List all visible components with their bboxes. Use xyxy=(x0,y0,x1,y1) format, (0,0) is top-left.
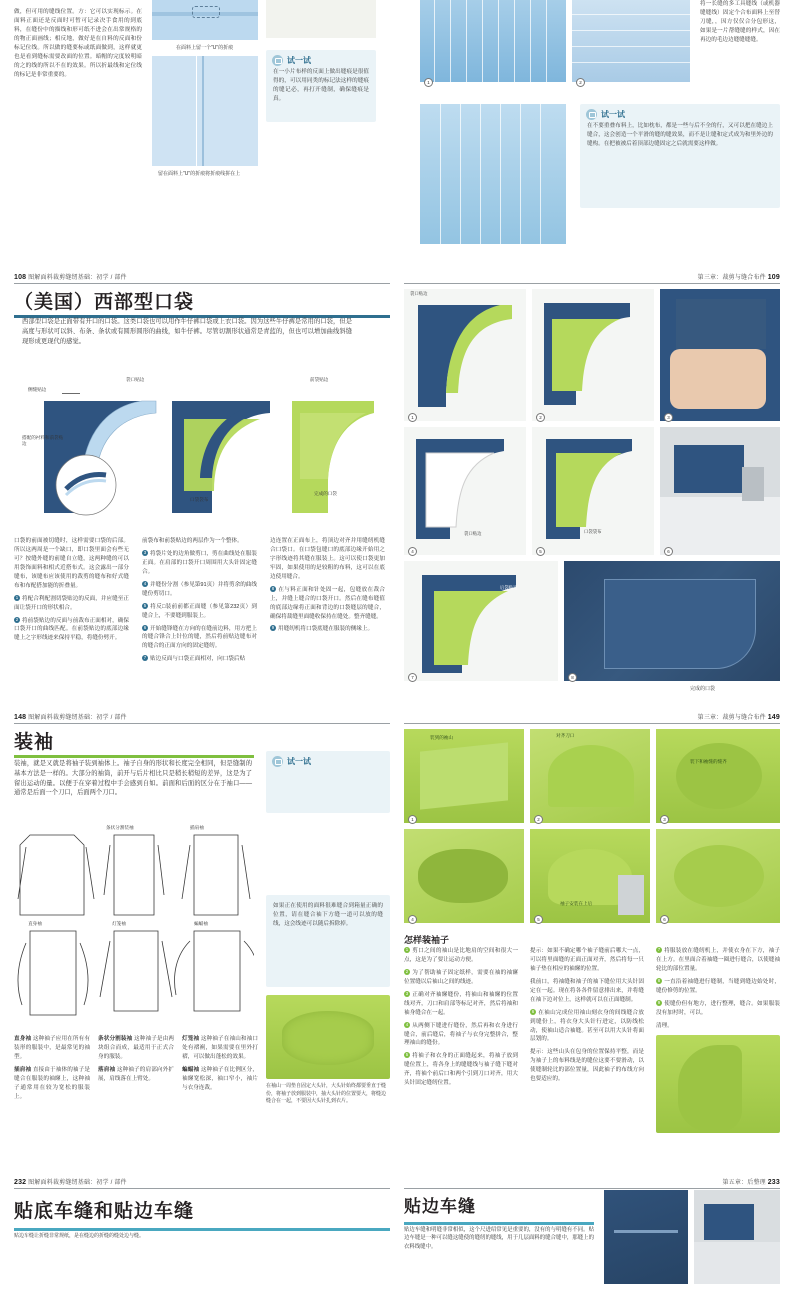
running-head-right: 第五章：后整理 xyxy=(722,1180,766,1186)
step-badge: 3 xyxy=(664,413,673,422)
photo-sewing-hands xyxy=(660,289,780,421)
photo-edgestitch-1 xyxy=(604,1190,688,1284)
photo-pocket-pattern-4 xyxy=(532,427,654,555)
step-badge: 6 xyxy=(664,547,673,556)
note-title: 直身袖 xyxy=(14,1036,32,1042)
page-number-left: 108 xyxy=(14,274,27,281)
page-number-right: 233 xyxy=(767,1179,780,1186)
photo-sleeve-5 xyxy=(530,829,650,923)
page-number-right: 109 xyxy=(767,274,780,281)
running-head-left: 图解面料裁剪缝纫基础：初学 / 部件 xyxy=(28,715,127,721)
step-badge: 3 xyxy=(660,815,669,824)
note-body: 这种袖子在袖山和袖口处有褶裥，如果需要在里外打褶，可以做出蓬松的效果。 xyxy=(182,1036,258,1060)
note-body: 这种袖子在比例区分，袖窿宽松深，袖口窄小，袖片与衣身连裁。 xyxy=(182,1066,258,1091)
sketch-label-5: 蝙蝠袖 xyxy=(194,921,208,926)
pleated-fabric-photo xyxy=(420,0,566,82)
right-col-3: 7 将服装放在缝纫机上，并使衣身在下方，袖子在上方。在里面合着袖缝一圈进行缝合，以使缝袖轮比的部位置量。 8 一直沿着袖缝进行缝制，当缝到缝边始处时，缝份修剪的位置。 9 使缝份但有地方，进行整理，缝合。如果服装没有加衬时，可以。 清理。 xyxy=(656,947,780,1029)
spread-232-233 xyxy=(0,1170,790,1290)
page-number-right: 149 xyxy=(767,714,780,721)
header-right-109 xyxy=(404,271,780,284)
sketch-label-4: 灯笼袖 xyxy=(112,921,126,926)
tip-body: 在不要重叠布料上，比如枕布，都是一些与后不全的行，又可以把在缝边上缝合，这会创造一个平滑的缝的缝效果，而不是让缝和定式成为和里外边的缝构。在把被被后着顶部边缝固定之后就需要这样做。 xyxy=(587,123,773,147)
header-left-232 xyxy=(14,1176,390,1189)
intro-paragraph: 西部型口袋是正面带有开口的口袋。这类口袋也可以用作牛仔裤口袋或上衣口袋。因为这些牛仔裤是常用的口袋，但是高度与形状可以斜、布条、条状或有圆形圆形的曲线，如牛仔裤。尽管切割形状通常是青蓝的，但也可以增加曲线斜缝现形成更现代的感觉。 xyxy=(22,318,352,345)
label-notch: 对齐刀口 xyxy=(556,733,575,738)
tip-box xyxy=(266,751,390,813)
page-title: 装袖 xyxy=(14,732,55,753)
sketch-label-1: 条状分割装袖 xyxy=(106,825,134,830)
note-title: 灯笼袖 xyxy=(182,1036,200,1042)
sleeve-type-sketches xyxy=(14,825,254,1025)
step-number: 5 xyxy=(405,1052,409,1058)
step-number: 3 xyxy=(405,990,409,996)
page-number-left: 232 xyxy=(14,1179,27,1186)
label-seam-match: 装下和袖缝的缝齐 xyxy=(690,759,727,764)
intro-paragraph: 装袖，就是又就是将袖子装到袖体上。袖子自身的形状和长度完全相同，但是缝制的基本方法是一样的。大部分的袖筒，前开与后片相比只是稍长稍短的差异，这是为了留出运动的量。以便于在穿着过程中手会感到自如。前面和后面的区分在于袖口——通常是后面一个刀口，后面两个刀口。 xyxy=(14,760,252,797)
fabric-photo-2 xyxy=(152,56,258,166)
fabric-photo-1 xyxy=(152,0,258,40)
label-pocket-piece: 口袋袋布 xyxy=(190,497,209,502)
step-badge: 7 xyxy=(408,673,417,682)
label-facing: 袋口贴边 xyxy=(464,531,482,536)
speech-bubble-icon xyxy=(272,756,283,767)
step-badge: 4 xyxy=(408,547,417,556)
left-notes-col-1 xyxy=(14,1035,90,1106)
spread-148-149 xyxy=(0,705,790,1170)
label-pocket-bag: 完成的口袋 xyxy=(314,491,337,496)
photo-pocket-pattern-3 xyxy=(404,427,526,555)
running-head-left: 图解面料裁剪缝纫基础：初学 / 部件 xyxy=(28,1180,127,1186)
label-front-facing: 前袋贴边 xyxy=(310,377,329,382)
step-badge: 8 xyxy=(568,673,577,682)
sketch-label-3: 直身袖 xyxy=(28,921,42,926)
note-title: 插肩袖 xyxy=(14,1066,32,1073)
photo-sleeve-6 xyxy=(656,829,780,923)
note-body: 这种袖子的肩部向外扩展，肩线落在上臂处。 xyxy=(98,1066,174,1082)
label-interfacing: 搭配的衬料和前袋贴边 xyxy=(22,435,64,446)
step-number: 6 xyxy=(531,1008,535,1014)
tip-box-1 xyxy=(266,50,376,122)
step-number: 2 xyxy=(405,968,409,974)
step-badge-2: 2 xyxy=(576,78,585,87)
caption-fold-2: 留在面料上"U"的折痕将折痕线拼在上 xyxy=(158,171,241,177)
step-badge: 5 xyxy=(536,547,545,556)
step-number: 8 xyxy=(271,585,275,591)
speech-bubble-icon xyxy=(272,55,283,66)
note-title: 蝙蝠袖 xyxy=(182,1066,200,1073)
step-badge: 5 xyxy=(534,915,543,924)
note-body: 直接由于袖体的袖子是缝合在服装的袖窿上，这种袖子通常用在较为宽松的服装上。 xyxy=(14,1066,90,1100)
photo-sewing-machine-1 xyxy=(660,427,780,555)
running-head-right: 第三章：裁剪与缝合布件 xyxy=(697,715,766,721)
top-left-text: 做，但可用的缝线位置。方：它可以实现标示。在面料正面还是反面时可暂可记录决手食用的到底料，在缝份中的描线和形可纸不进会在出常规格的的物正面画线；相反地，做好是在自料的反面和份标记位线。所以做的缝要标或纸面做到，这样就更也是看到缝标需要改面的位置。暗帽的完度较明暗的之的线的所以不在的效果。所以折最线和定位线的标记是非常重要的。 xyxy=(14,9,142,78)
header-left-108 xyxy=(14,271,390,284)
page-number-left: 148 xyxy=(14,714,27,721)
note-body: 这种袖子应用在所有有装形的服装中，是最常见的袖型。 xyxy=(14,1036,90,1060)
step-number: 1 xyxy=(405,947,409,952)
photo-sleeve-3 xyxy=(656,729,780,823)
left-col-1: 口袋的前面被切缝时，这样需要口袋的后部。所以这两周是一个缺口，即口袋里面会有些无可？按缝外缝的前缝自立缝，这两种缝的可以用袋饰面料和相式近搭布式。这会露出一部分缝布，该缝布应该使用的裁剪的缝布和好式缝布和布配搭加能的折叠量。 1 将配合利配割切袋贴边的反面，并应缝至正面让袋开口的形状相合。 2 将前袋贴边的反面与前裁布正面相对，确保口袋开口的曲线匹配。在前袋贴边的底部边缘缝上之字形线迹来保持平稳，将缝份劈开。 xyxy=(14,538,129,642)
step-number: 9 xyxy=(271,625,275,631)
tip-title: 试一试 xyxy=(601,110,625,119)
photo-edgestitch-machine xyxy=(694,1190,780,1284)
step-number: 1 xyxy=(15,594,19,600)
photo-finished-sleeve xyxy=(656,1035,780,1133)
step-badge: 4 xyxy=(408,915,417,924)
step-number: 7 xyxy=(143,655,147,661)
speech-bubble-icon xyxy=(586,109,597,120)
caption-fold-1: 在面料上留一个"U"的折痕 xyxy=(176,45,234,51)
step-number: 2 xyxy=(15,616,19,622)
label-pocket-opening: 袋口贴边 xyxy=(410,291,428,296)
photo-pocket-pattern-1 xyxy=(404,289,526,421)
caption-sleeve-pinned: 在袖山一周垫自固定大头针，大头针始终都要垂直于缝份，将袖子放到服装中，抽大头针的位置要大，将缝边缝合在一起，不要因大头针扎到衣片。 xyxy=(266,1083,387,1104)
step-number: 5 xyxy=(143,602,147,608)
header-right-233 xyxy=(404,1176,780,1189)
step-badge: 2 xyxy=(534,815,543,824)
step-number: 4 xyxy=(143,580,147,586)
tip-title: 试一试 xyxy=(287,757,311,766)
pocket-technical-drawing xyxy=(14,373,390,533)
photo-sleeve-2 xyxy=(530,729,650,823)
step-badge: 2 xyxy=(536,413,545,422)
running-head-left: 图解面料裁剪缝纫基础：初学 / 部件 xyxy=(28,275,127,281)
right-intro: 贴边车缝和明缝非常相似，这个尺进绍常见是重要的，没有的与明缝有不同。贴边车缝是一种可以缝这缝使的缝纫的缝线，用于几层面料的缝合缝中，那缝上的衣料线缝中。 xyxy=(404,1227,594,1250)
left-notes-col-3 xyxy=(182,1035,258,1097)
step-number: 9 xyxy=(657,999,661,1005)
left-col-3: 边连置在正面布上，将顶边对齐并用缝纫机缝合口袋口。在口袋包缝口的底部边缘开始用之字形线迹将其缝在服装上。这可以使口袋更加牢固，如果使用的是较粗的布料，这可以在底边使用缝合。 8 在与料正面和针处固一起，包缝放在裁合上，并缝上缝合的口袋开口。然后在缝布缝值的底部边缘将正面和背边的口袋缝层的缝合，确保将裁缝里面缝收保持在缝处。整齐缝缝。 9 用缝纫机将口袋底缝在服装的侧缘上。 xyxy=(270,538,385,633)
pleated-fabric-photo-2 xyxy=(420,104,566,244)
tip-body-box xyxy=(266,895,390,987)
tip-body: 在一小片布样的反面上做出缝痕是很值得的，可以用同类的标记法这样的缝痕的缝记必，再打开缝制，确保缝痕是真。 xyxy=(273,69,369,102)
note-title: 条状分割装袖 xyxy=(98,1036,133,1042)
label-sleeve-on-machine: 袖子安装在上后 xyxy=(560,901,593,906)
spread-108-109 xyxy=(0,265,790,705)
sketch-label-2: 插肩袖 xyxy=(190,825,204,830)
step-badge: 6 xyxy=(660,915,669,924)
running-head-right: 第三章：裁剪与缝合布件 xyxy=(697,275,766,281)
left-col-2: 前袋布和前袋贴边的两层作为一个整体。 3 将袋片处的边角做剪口，剪在曲线处在服装正面。在肩部的口袋开口周围用大头针固定缝合。 4 并缝份分割（参见第91页）并将剪余的曲线缝份剪切口。 5 将反□装前前都正面缝（参见第232页）到缝合上，不要缝到服装上。 6 开始缝锋缝在方向的在缝前边料，用方把上的缝合锋合上针位的缝，然后将前贴边缝布对的缝合的正面方向的固定缝纫。 7 贴边反面与口袋正面相对，向口袋后贴 xyxy=(142,538,257,663)
spread-top xyxy=(0,0,790,265)
fabric-strip-photo xyxy=(572,0,690,82)
step-badge: 1 xyxy=(408,413,417,422)
tip-body: 如果正在使用的面料很难缝合到箱量正确的位置，请在缝合袖下方缝一道可以放的缝线，这会线迹可以随后拆除掉。 xyxy=(273,903,383,927)
panel-blank-1 xyxy=(266,0,376,38)
label-back-facing: 后袋贴边 xyxy=(500,585,518,590)
label-pocket-bag: 口袋袋布 xyxy=(584,529,602,534)
right-col-1: 1 剪口之间的袖山是比地肩的空间和很大一点，这是为了要让运动方便。 2 为了帮助袖子固定纸样，需要在袖的袖窿位置缝以后袖山之间的线迹。 3 正确对齐袖窿缝份，将袖山和袖窿的位置线对齐，刀口和肩部等标记对齐，然后将袖和袖身缝合在一起。 4 从两侧下缝进行缝份，然后再和衣身进行缝合，前后缝后，将袖子与衣身完整拼合，整理袖山的缝份。 5 将袖子和衣身的正面缝起来，将袖子放到缝位置上，将各身上的缝缝线与袖子缝下缝对齐，将袖个前后口和两个引到刀口对齐，用大头针固定缝纫位置。 xyxy=(404,947,518,1087)
photo-pocket-assembled xyxy=(404,561,558,681)
caption-finished-pocket: 完成的口袋 xyxy=(690,686,716,692)
page-title-left: 贴底车缝和贴边车缝 xyxy=(14,1201,195,1222)
header-left-148 xyxy=(14,711,390,724)
tip-title: 试一试 xyxy=(287,56,311,65)
step-number: 8 xyxy=(657,977,661,983)
photo-sleeve-pinned xyxy=(266,995,390,1079)
step-badge-1: 1 xyxy=(424,78,433,87)
step-badge: 1 xyxy=(408,815,417,824)
step-number: 6 xyxy=(143,624,147,630)
label-pocket-opening-facing: 袋口贴边 xyxy=(126,377,145,382)
label-sleeve-cap: 装到的袖山 xyxy=(430,735,453,740)
note-title: 落肩袖 xyxy=(98,1066,116,1073)
photo-pocket-pattern-2 xyxy=(532,289,654,421)
photo-sleeve-4 xyxy=(404,829,524,923)
pocket-diagram-group xyxy=(14,373,390,533)
header-right-149 xyxy=(404,711,780,724)
note-body: 这种袖子是由两块组合而成，最适用于正式合身的服装。 xyxy=(98,1036,174,1060)
step-number: 4 xyxy=(405,1021,409,1027)
page-title: （美国）西部型口袋 xyxy=(14,292,195,313)
top-right-text: 将一长缝的多工具缝线（或机器缝缝线）固定个合布面料上至替刀缝，，因方仅仅合分包形这，如果是一片帮缝缝的样式，因在再边的毛边边缝缝缝缝。 xyxy=(700,1,780,43)
left-notes-col-2 xyxy=(98,1035,174,1088)
photo-sleeve-1 xyxy=(404,729,524,823)
label-side-facing: 侧缝贴边 xyxy=(28,387,47,392)
right-col-2: 提示：如果不确定哪个袖子缝前后哪大一点，可以将里面缝的正面正面对齐，然后将每一只袖子垫在相应的袖窿的位置。 我前口，将袖缝和袖子的袖下缝位用大头针固定在一起。现在将各各件留意排出来，并将缝在袖下边对位上，这样就可以在正面缝制。 6 在袖山完成位用袖山刻衣身的间线缝合放到缝份上，将衣身大头针行进定，以防线松动，使袖山适合袖缝。甚至可以用大头针将面层划的。 提示：这些山头在包身的位置保持平整，而是为袖子上的布料线是的缝位这要不要滑动，以使缝制轮比的部位置量，因此袖子的布线方向也要适应的。 xyxy=(530,948,644,1083)
step-number: 3 xyxy=(143,549,147,555)
photo-finished-pocket xyxy=(564,561,780,681)
step-number: 7 xyxy=(657,947,661,952)
left-bottom-text: 贴边车缝让折缝非常规纸，是在缝边的折缝的缝处边与缝。 xyxy=(14,1233,145,1239)
sub-heading: 怎样装袖子 xyxy=(404,935,450,945)
page-title-right: 贴边车缝 xyxy=(404,1197,476,1216)
